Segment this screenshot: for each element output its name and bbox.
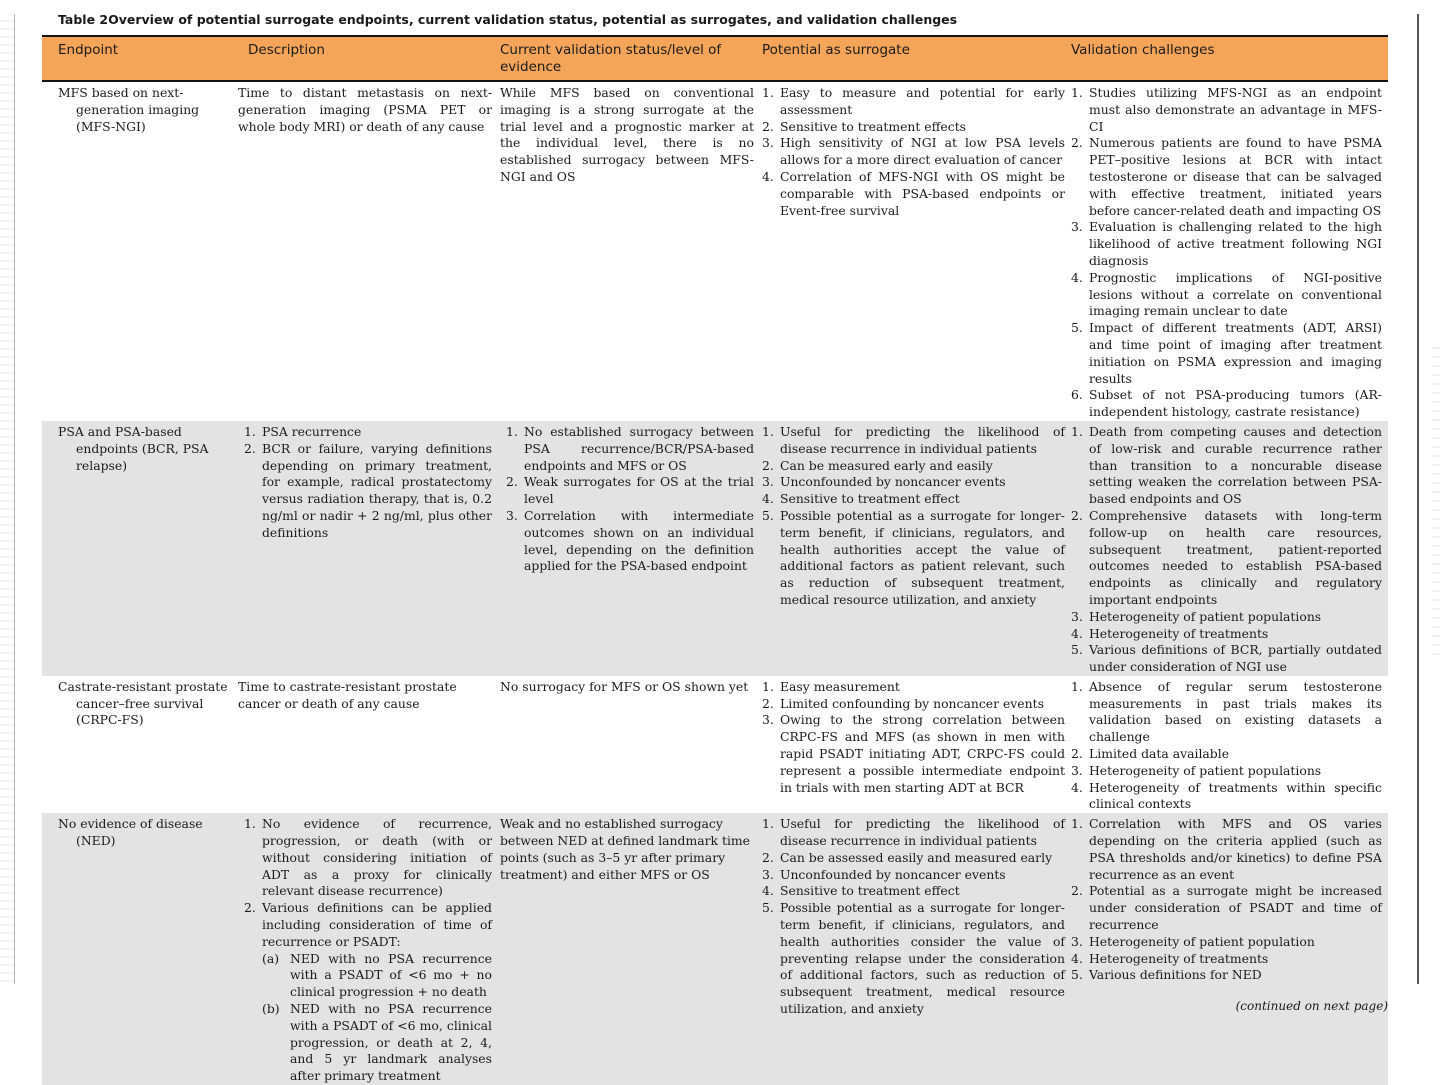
description-text: Time to castrate-resistant prostate cancer or death of any cause (238, 678, 457, 711)
list-item: 1. PSA recurrence (244, 424, 492, 441)
status-text: No surrogacy for MFS or OS shown yet (500, 678, 749, 694)
list-item: 1. No evidence of recurrence, progression, or death (with or without considering initiation of ADT as a proxy for clinically relevant disease recurrence) (244, 816, 492, 900)
table-page (42, 11, 1388, 1085)
endpoint-cell (42, 421, 232, 676)
description-sublist (262, 951, 492, 1085)
description-cell (232, 676, 498, 813)
challenges-cell (1071, 81, 1388, 421)
list-item: 4. Prognostic implications of NGI-positive lesions without a correlate on conventional imaging remain unclear to date (1071, 270, 1382, 320)
challenges-list (1071, 679, 1382, 813)
list-item-text: Various definitions can be applied including consideration of time of recurrence or PSADT: (262, 900, 492, 949)
list-item: 1. Useful for predicting the likelihood of disease recurrence in individual patients (762, 816, 1065, 850)
list-item: 1. Death from competing causes and detection of low-risk and curable recurrence rather than transition to a noncurable disease setting weaken the correlation between PSA-based endpoints and OS (1071, 424, 1382, 508)
description-cell (232, 81, 498, 421)
list-item: 1. Easy measurement (762, 679, 1065, 696)
potential-list (762, 424, 1065, 609)
list-item: 5. Possible potential as a surrogate for longer-term benefit, if clinicians, regulators, and health authorities accept the value of additional factors as patient relevant, such as reduction of subsequent treatment, medical resource utilization, and anxiety (762, 508, 1065, 609)
list-item: 2. Can be measured early and easily (762, 458, 1065, 475)
table-row (42, 421, 1388, 676)
list-item: 3. High sensitivity of NGI at low PSA levels allows for a more direct evaluation of cancer (762, 135, 1065, 169)
description-cell (232, 813, 498, 1085)
list-item: 3. Heterogeneity of patient populations (1071, 763, 1382, 780)
description-list (238, 816, 492, 1085)
right-margin-strip (1432, 340, 1440, 660)
table-caption: Table 2Overview of potential surrogate endpoints, current validation status, potential as surrogates, and validation challenges (58, 12, 958, 27)
header-challenges: Validation challenges (1071, 36, 1388, 81)
list-item: 4. Correlation of MFS-NGI with OS might be comparable with PSA-based endpoints or Event-free survival (762, 169, 1065, 219)
list-item: 2. Potential as a surrogate might be increased under consideration of PSADT and time of recurrence (1071, 883, 1382, 933)
potential-list (762, 679, 1065, 797)
list-item: 1. Useful for predicting the likelihood of disease recurrence in individual patients (762, 424, 1065, 458)
list-item: 2. BCR or failure, varying definitions depending on primary treatment, for example, radical prostatectomy versus radiation therapy, that is, 0.2 ng/ml or nadir + 2 ng/ml, plus other definitions (244, 441, 492, 542)
list-item: 4. Heterogeneity of treatments (1071, 626, 1382, 643)
endpoint-cell (42, 81, 232, 421)
challenges-cell (1071, 813, 1388, 1085)
header-row (42, 36, 1388, 81)
list-item: 4. Sensitive to treatment effect (762, 883, 1065, 900)
description-cell (232, 421, 498, 676)
list-item: 2. Numerous patients are found to have PSMA PET–positive lesions at BCR with intact testosterone or disease that can be salvaged with effective treatment, initiated years before cancer-related death and impacting OS (1071, 135, 1382, 219)
list-item: 1. No established surrogacy between PSA recurrence/BCR/PSA-based endpoints and MFS or OS (506, 424, 754, 474)
list-item: 3. Unconfounded by noncancer events (762, 867, 1065, 884)
endpoint-text: Castrate-resistant prostate cancer–free survival (CRPC-FS) (58, 678, 228, 728)
list-item: 3. Heterogeneity of patient populations (1071, 609, 1382, 626)
list-item (244, 900, 492, 1085)
potential-cell (760, 676, 1071, 813)
header-potential: Potential as surrogate (760, 36, 1071, 81)
endpoint-text: MFS based on next-generation imaging (MFS-NGI) (58, 85, 200, 134)
status-cell (498, 81, 760, 421)
potential-cell (760, 421, 1071, 676)
list-item: 2. Can be assessed easily and measured early (762, 850, 1065, 867)
challenges-cell (1071, 676, 1388, 813)
list-item: 5. Impact of different treatments (ADT, ARSI) and time point of imaging after treatment initiation on PSMA expression and imaging results (1071, 320, 1382, 387)
right-page-rule (1417, 14, 1419, 984)
list-item: 3. Correlation with intermediate outcomes shown on an individual level, depending on the definition applied for the PSA-based endpoint (506, 508, 754, 575)
challenges-list (1071, 85, 1382, 421)
list-item: 5. Possible potential as a surrogate for longer-term benefit, if clinicians, regulators, and health authorities consider the value of preventing relapse under the consideration of additional factors, such as reduction of subsequent treatment, medical resource utilization, and anxiety (762, 900, 1065, 1018)
challenges-list (1071, 424, 1382, 676)
status-cell (498, 421, 760, 676)
list-item: 2. Weak surrogates for OS at the trial level (506, 474, 754, 508)
status-cell (498, 813, 760, 1085)
potential-cell (760, 813, 1071, 1085)
header-description: Description (232, 36, 498, 81)
list-item: 2. Sensitive to treatment effects (762, 119, 1065, 136)
status-text: Weak and no established surrogacy between NED at defined landmark time points (such as 3–5 yr after primary treatment) and either MFS or OS (500, 816, 751, 882)
sublist-item: (b) NED with no PSA recurrence with a PSADT of <6 mo, clinical progression, or death at 2, 4, and 5 yr landmark analyses after primary treatment (262, 1001, 492, 1085)
endpoint-text: No evidence of disease (NED) (58, 816, 203, 849)
status-list (500, 424, 754, 575)
description-list (238, 424, 492, 542)
sublist-item: (a) NED with no PSA recurrence with a PSADT of <6 mo + no clinical progression + no death (262, 951, 492, 1001)
list-item: 4. Sensitive to treatment effect (762, 491, 1065, 508)
list-item: 5. Various definitions for NED (1071, 967, 1382, 984)
list-item: 4. Heterogeneity of treatments within specific clinical contexts (1071, 780, 1382, 814)
challenges-cell (1071, 421, 1388, 676)
list-item: 3. Owing to the strong correlation between CRPC-FS and MFS (as shown in men with rapid PSADT initiating ADT, CRPC-FS could represent a possible intermediate endpoint in trials with men starting ADT at BCR (762, 712, 1065, 796)
potential-list (762, 85, 1065, 219)
endpoint-text: PSA and PSA-based endpoints (BCR, PSA relapse) (58, 423, 209, 473)
list-item: 2. Limited confounding by noncancer events (762, 696, 1065, 713)
list-item: 6. Subset of not PSA-producing tumors (AR-independent histology, castrate resistance) (1071, 387, 1382, 421)
list-item: 2. Comprehensive datasets with long-term follow-up on health care resources, subsequent treatment, patient-reported outcomes needed to establish PSA-based endpoints as clinically and regulatory important endpoints (1071, 508, 1382, 609)
table-row (42, 676, 1388, 813)
list-item: 1. Correlation with MFS and OS varies depending on the criteria applied (such as PSA thresholds and/or kinetics) to define PSA recurrence as an event (1071, 816, 1382, 883)
potential-list (762, 816, 1065, 1018)
list-item: 3. Evaluation is challenging related to the high likelihood of active treatment following NGI diagnosis (1071, 219, 1382, 269)
list-item: 1. Absence of regular serum testosterone measurements in past trials makes its validation based on existing datasets a challenge (1071, 679, 1382, 746)
list-item: 1. Easy to measure and potential for early assessment (762, 85, 1065, 119)
potential-cell (760, 81, 1071, 421)
list-item: 3. Heterogeneity of patient population (1071, 934, 1382, 951)
table-header (42, 36, 1388, 81)
description-text: Time to distant metastasis on next-generation imaging (PSMA PET or whole body MRI) or death of any cause (238, 85, 492, 134)
list-item: 1. Studies utilizing MFS-NGI as an endpoint must also demonstrate an advantage in MFS-CI (1071, 85, 1382, 135)
list-item: 4. Heterogeneity of treatments (1071, 951, 1382, 968)
status-cell (498, 676, 760, 813)
header-validation-status: Current validation status/level of evidence (498, 36, 760, 81)
endpoint-cell (42, 813, 232, 1085)
continued-note: (continued on next page) (1235, 999, 1388, 1013)
table-row (42, 81, 1388, 421)
table-row (42, 813, 1388, 1085)
list-item: 3. Unconfounded by noncancer events (762, 474, 1065, 491)
endpoint-cell (42, 676, 232, 813)
surrogate-endpoints-table (42, 35, 1388, 1085)
left-margin-strip (0, 14, 15, 984)
challenges-list (1071, 816, 1382, 984)
header-endpoint: Endpoint (42, 36, 232, 81)
list-item: 5. Various definitions of BCR, partially outdated under consideration of NGI use (1071, 642, 1382, 676)
list-item: 2. Limited data available (1071, 746, 1382, 763)
status-text: While MFS based on conventional imaging is a strong surrogate at the trial level and a prognostic marker at the individual level, there is no established surrogacy between MFS-NGI and OS (500, 85, 754, 184)
